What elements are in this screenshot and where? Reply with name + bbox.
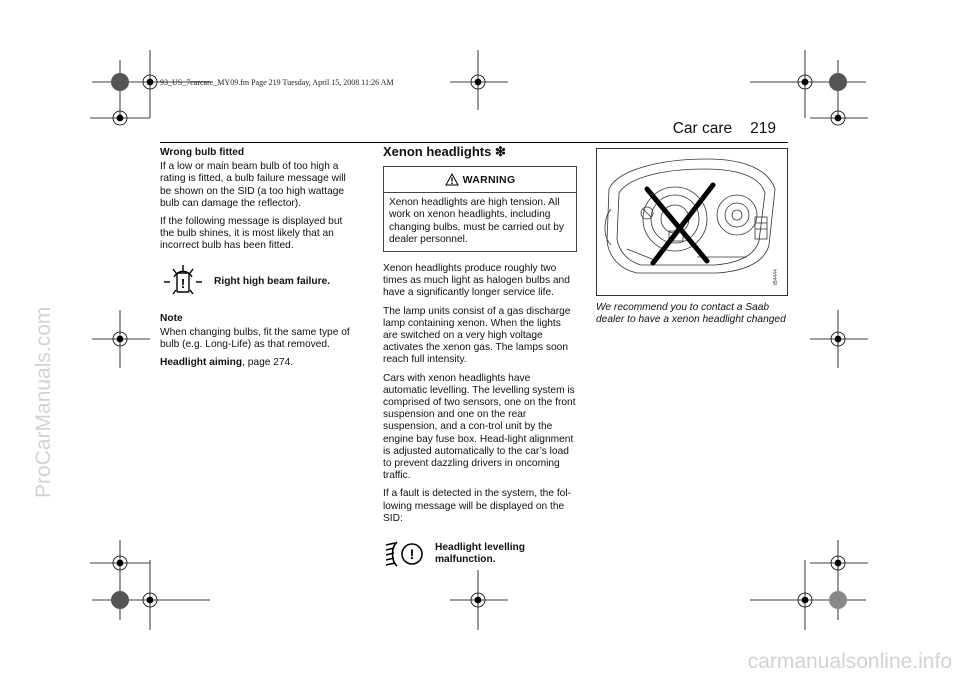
figure-code: IB4444 (773, 269, 779, 285)
warning-triangle-icon (445, 173, 459, 186)
note-heading: Note (160, 312, 183, 324)
middle-column (383, 146, 577, 571)
option-symbol-icon: ❇ (494, 144, 506, 159)
warning-title: WARNING (462, 173, 516, 186)
page-number: 219 (750, 120, 776, 137)
print-header: 93_US_7carcare_MY09.fm Page 219 Tuesday, April 15, 2008 11:26 AM (160, 78, 394, 87)
xenon-para-4: If a fault is detected in the system, the fol-lowing message will be displayed on the SID: (383, 488, 571, 524)
page-header (673, 120, 776, 138)
sid-text-levelling: Headlight levelling malfunction. (435, 541, 526, 566)
xenon-headlight-figure (596, 148, 788, 296)
wrong-bulb-text: If a low or main beam bulb of too high a rating is fitted, a bulb failure message will be shown on the SID (a too high wattage bulb can damage the reflector). (160, 161, 346, 209)
sid-message-levelling (383, 537, 577, 571)
sid-message-bulb (160, 263, 352, 301)
xenon-title: Xenon headlights ❇ (383, 144, 506, 159)
wrong-bulb-heading: Wrong bulb fitted (160, 147, 245, 158)
svg-text:!: ! (180, 275, 186, 291)
svg-text:!: ! (409, 546, 415, 563)
note-text: When changing bulbs, fit the same type of bulb (e.g. Long-Life) as that removed. (160, 326, 350, 351)
header-rule (160, 142, 788, 143)
right-column (596, 148, 788, 332)
incorrect-bulb-text: If the following message is displayed but the bulb shines, it is most likely that an incorrect bulb has been fitted. (160, 216, 343, 252)
headlight-aiming-ref: Headlight aiming, page 274. (160, 357, 294, 369)
xenon-para-2: The lamp units consist of a gas discharge lamp containing xenon. When the lights are switched on a very high voltage activates the xenon gas. The lamps soon reach full intensity. (383, 305, 571, 366)
warning-text: Xenon headlights are high tension. All work on xenon headlights, including changing bulbs, must be carried out by dealer personnel. (389, 197, 564, 245)
headlight-levelling-icon (383, 537, 427, 571)
headlight-aiming-link[interactable]: Headlight aiming (160, 357, 243, 369)
warning-header (384, 167, 576, 193)
sid-text-bulb: Right high beam failure. (214, 275, 331, 287)
bulb-warning-icon (160, 263, 206, 301)
left-column (160, 147, 352, 375)
section-title: Car care (672, 120, 733, 137)
xenon-para-1: Xenon headlights produce roughly two times as much light as halogen bulbs and have a significantly longer service life. (383, 263, 570, 299)
xenon-para-3: Cars with xenon headlights have automatic levelling. The levelling system is comprised of two sensors, one on the front suspension and one on the rear suspension, and a con-trol unit by the engine bay fuse box. Head-light alignment is adjusted automatically to the car’s load to prevent dazzling drivers in oncoming traffic. (383, 372, 576, 482)
figure-caption: We recommend you to contact a Saab dealer to have a xenon headlight changed (596, 302, 786, 326)
warning-box (383, 166, 577, 252)
watermark-left: ProCarManuals.com (32, 306, 55, 498)
headlight-illustration (597, 149, 787, 295)
watermark-bottom: carmanualsonline.info (747, 650, 952, 673)
